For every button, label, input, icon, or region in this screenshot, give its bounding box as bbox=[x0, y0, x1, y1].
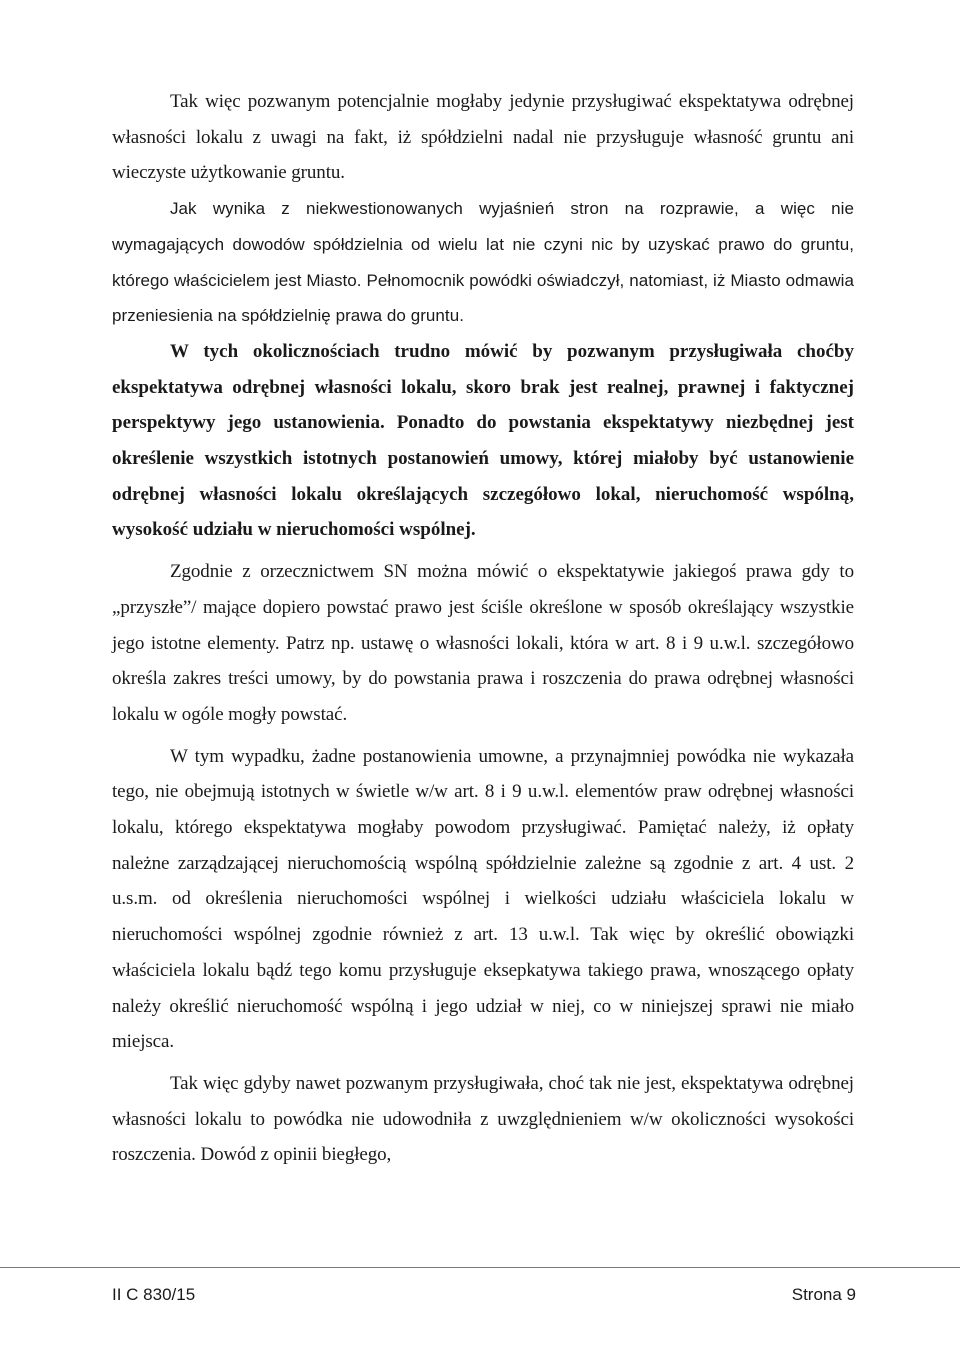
paragraph-4: Zgodnie z orzecznictwem SN można mówić o ekspektatywie jakiegoś prawa gdy to „przyszłe”/ mające dopiero powstać prawo jest ściśle określone w sposób określający wszystkie jego istotne elementy. Patrz np. ustawę o własności lokali, która w art. 8 i 9 u.w.l. szczegółowo określa zakres treści umowy, by do powstania prawa i roszczenia do prawa odrębnej własności lokalu w ogóle mogły powstać. bbox=[112, 561, 854, 725]
paragraph-6: Tak więc gdyby nawet pozwanym przysługiwała, choć tak nie jest, ekspektatywa odrębnej własności lokalu to powódka nie udowodniła z uwzględnieniem w/w okoliczności wysokości roszczenia. Dowód z opinii biegłego, bbox=[112, 1072, 854, 1166]
paragraph-2: Jak wynika z niekwestionowanych wyjaśnień stron na rozprawie, a więc nie wymagających dowodów spółdzielnia od wielu lat nie czyni nic by uzyskać prawo do gruntu, którego właścicielem jest Miasto. Pełnomocnik powódki oświadczył, natomiast, iż Miasto odmawia przeniesienia na spółdzielnię prawa do gruntu. bbox=[112, 199, 854, 326]
paragraph-3: W tych okolicznościach trudno mówić by pozwanym przysługiwała choćby ekspektatywa odrębnej własności lokalu, skoro brak jest realnej, prawnej i faktycznej perspektywy jego ustanowienia. Ponadto do powstania ekspektatywy niezbędnej jest określenie wszystkich istotnych postanowień umowy, której miałoby być ustanowienie odrębnej własności lokalu określających szczegółowo lokal, nieruchomość wspólną, wysokość udziału w nieruchomości wspólnej. bbox=[112, 340, 854, 541]
footer-divider bbox=[0, 1267, 960, 1268]
paragraph-1: Tak więc pozwanym potencjalnie mogłaby jedynie przysługiwać ekspektatywa odrębnej własności lokalu z uwagi na fakt, iż spółdzielni nadal nie przysługuje własność gruntu ani wieczyste użytkowanie gruntu. bbox=[112, 91, 854, 184]
case-number: II C 830/15 bbox=[112, 1285, 196, 1304]
document-body bbox=[112, 84, 854, 1173]
page-number: Strona 9 bbox=[791, 1285, 856, 1304]
paragraph-5: W tym wypadku, żadne postanowienia umowne, a przynajmniej powódka nie wykazała tego, nie obejmują istotnych w świetle w/w art. 8 i 9 u.w.l. elementów praw odrębnej własności lokalu, którego ekspektatywa mogłaby powodom przysługiwać. Pamiętać należy, iż opłaty należne zarządzającej nieruchomością wspólną spółdzielnie zależne są zgodnie z art. 4 ust. 2 u.s.m. od określenia nieruchomości wspólnej i wielkości udziału właściciela lokalu w nieruchomości wspólnej zgodnie również z art. 13 u.w.l. Tak więc by określić obowiązki właściciela lokalu bądź tego komu przysługuje eksepkatywa takiego prawa, wnoszącego opłaty należy określić nieruchomość wspólną i jego udział w niej, co w niniejszej sprawi nie miało miejsca. bbox=[112, 745, 854, 1053]
